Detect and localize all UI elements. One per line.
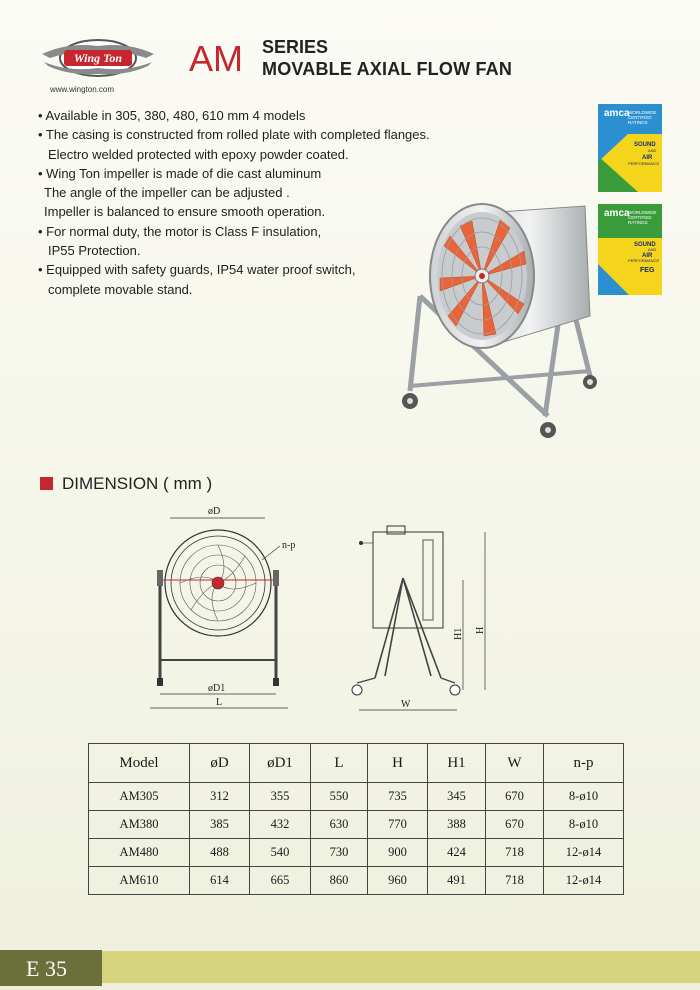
table-cell: 12-ø14: [544, 867, 624, 895]
table-cell: 550: [311, 783, 368, 811]
col-w: W: [486, 744, 544, 783]
amca-sound-air-badge: [598, 104, 662, 192]
wington-logo: [38, 32, 158, 84]
feature-line: complete movable stand.: [48, 281, 193, 297]
website-url: www.wington.com: [50, 85, 115, 94]
svg-text:AIR: AIR: [642, 253, 653, 259]
svg-text:amca: amca: [604, 108, 630, 119]
table-cell: 388: [428, 811, 486, 839]
feature-line: IP55 Protection.: [48, 243, 141, 259]
table-cell: 614: [190, 867, 250, 895]
feature-line: • Wing Ton impeller is made of die cast aluminum: [38, 165, 322, 181]
svg-text:CERTIFIED: CERTIFIED: [628, 215, 652, 220]
model-code: AM: [189, 38, 243, 79]
table-cell: 730: [311, 839, 368, 867]
heading-marker-icon: [40, 477, 53, 490]
svg-text:WORLDWIDE: WORLDWIDE: [628, 210, 657, 215]
svg-text:FEG: FEG: [640, 267, 655, 274]
table-cell: 900: [368, 839, 428, 867]
feature-line: • For normal duty, the motor is Class F insulation,: [38, 223, 322, 239]
svg-text:amca: amca: [604, 208, 630, 219]
table-row: [89, 839, 624, 867]
table-cell: 355: [250, 783, 311, 811]
col-l: L: [311, 744, 368, 783]
table-cell: 488: [190, 839, 250, 867]
fan-product-image: [400, 196, 610, 446]
table-cell: 665: [250, 867, 311, 895]
table-cell: 860: [311, 867, 368, 895]
svg-text:SOUND: SOUND: [634, 142, 656, 148]
table-cell: 960: [368, 867, 428, 895]
table-cell: 8-ø10: [544, 783, 624, 811]
col-d: øD: [190, 744, 250, 783]
label-w: W: [401, 699, 411, 710]
svg-text:AND: AND: [648, 247, 657, 252]
col-h: H: [368, 744, 428, 783]
label-l: L: [216, 697, 223, 708]
feature-line: The angle of the impeller can be adjusted .: [44, 185, 290, 201]
table-cell: 491: [428, 867, 486, 895]
svg-text:RATINGS: RATINGS: [628, 120, 648, 125]
feature-line: Electro welded protected with epoxy powder coated.: [48, 146, 349, 162]
col-np: n-p: [544, 744, 624, 783]
logo-text: Wing Ton: [73, 51, 123, 65]
col-model: Model: [89, 744, 190, 783]
col-d1: øD1: [250, 744, 311, 783]
table-cell: 385: [190, 811, 250, 839]
table-cell: 718: [486, 839, 544, 867]
svg-text:PERFORMANCE: PERFORMANCE: [628, 161, 660, 166]
svg-text:RATINGS: RATINGS: [628, 220, 648, 225]
spec-table: [88, 743, 624, 895]
label-d1: øD1: [208, 683, 226, 694]
page-number-tab: [0, 950, 102, 986]
series-label: SERIES: [262, 37, 329, 57]
svg-text:AND: AND: [648, 148, 657, 153]
table-cell: 12-ø14: [544, 839, 624, 867]
table-header-row: [89, 744, 624, 783]
svg-text:PERFORMANCE: PERFORMANCE: [628, 258, 660, 263]
table-row: [89, 811, 624, 839]
table-cell: AM610: [89, 867, 190, 895]
footer-band: [0, 951, 700, 983]
feature-line: • Equipped with safety guards, IP54 water proof switch,: [38, 262, 356, 278]
svg-text:CERTIFIED: CERTIFIED: [628, 115, 652, 120]
table-cell: AM480: [89, 839, 190, 867]
svg-text:WORLDWIDE: WORLDWIDE: [628, 110, 657, 115]
feature-line: • The casing is constructed from rolled plate with completed flanges.: [38, 127, 430, 143]
label-h1: H1: [453, 627, 464, 640]
table-cell: 670: [486, 783, 544, 811]
table-cell: AM305: [89, 783, 190, 811]
feature-line: Impeller is balanced to ensure smooth operation.: [44, 204, 326, 220]
dimension-heading: DIMENSION ( mm ): [40, 474, 212, 494]
table-cell: 432: [250, 811, 311, 839]
feature-line: • Available in 305, 380, 480, 610 mm 4 models: [38, 108, 306, 123]
svg-text:AIR: AIR: [642, 155, 653, 161]
label-np: n-p: [282, 540, 296, 551]
table-row: [89, 867, 624, 895]
table-cell: 345: [428, 783, 486, 811]
page-number: E 35: [26, 956, 67, 981]
table-cell: 735: [368, 783, 428, 811]
table-cell: 312: [190, 783, 250, 811]
col-h1: H1: [428, 744, 486, 783]
table-cell: 630: [311, 811, 368, 839]
table-cell: 424: [428, 839, 486, 867]
product-name: MOVABLE AXIAL FLOW FAN: [262, 59, 513, 79]
table-cell: 670: [486, 811, 544, 839]
label-d: øD: [208, 506, 221, 517]
svg-text:SOUND: SOUND: [634, 242, 656, 248]
table-cell: 770: [368, 811, 428, 839]
table-row: [89, 783, 624, 811]
label-h: H: [475, 626, 486, 634]
table-cell: 540: [250, 839, 311, 867]
table-cell: 8-ø10: [544, 811, 624, 839]
table-cell: 718: [486, 867, 544, 895]
side-view-drawing: [345, 518, 505, 718]
front-view-drawing: [150, 500, 300, 715]
table-cell: AM380: [89, 811, 190, 839]
